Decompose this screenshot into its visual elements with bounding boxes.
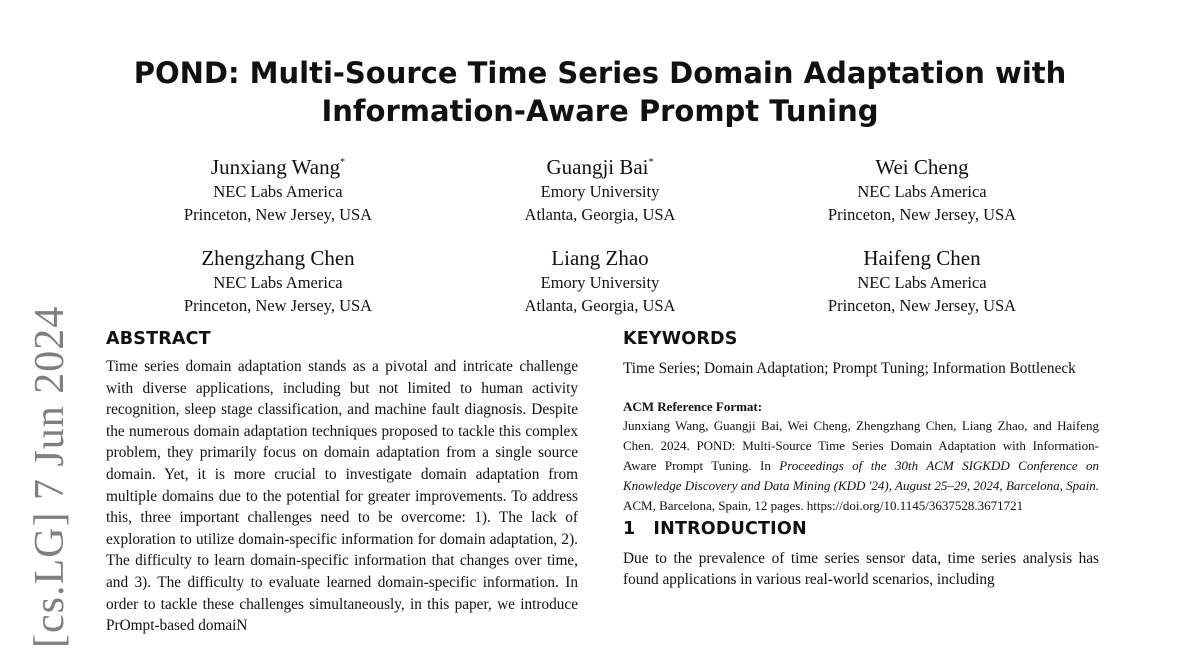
author-location: Atlanta, Georgia, USA xyxy=(524,296,676,315)
author-location: Princeton, New Jersey, USA xyxy=(183,205,373,224)
author-location: Princeton, New Jersey, USA xyxy=(827,296,1017,315)
author-org: NEC Labs America xyxy=(213,182,343,201)
abstract-text: Time series domain adaptation stands as a pivotal and intricate challenge with diverse applications, including but not limited to human activity recognition, sleep stage classification, and machine fault diagnosis. Despite the numerous domain adaptation techniques proposed to tackle this complex problem, they primarily focus on domain adaptation from a single source domain. Yet, it is more crucial to investigate domain adaptation from multiple domains due to the potential for greater improvements. To address this, three important challenges need to be overcome: 1). The lack of exploration to utilize domain-specific information for domain adaptation, 2). The difficulty to learn domain-specific information that changes over time, and 3). The difficulty to evaluate learned domain-specific information. In order to tackle these challenges simultaneously, in this paper, we introduce PrOmpt-based domaiN xyxy=(106,358,578,635)
author-block-2 xyxy=(430,150,770,226)
author-name: Guangji Bai xyxy=(546,155,649,179)
author-name: Wei Cheng xyxy=(875,155,969,179)
equal-contribution-mark: * xyxy=(648,157,654,168)
abstract-heading: ABSTRACT xyxy=(106,329,211,349)
author-org: Emory University xyxy=(540,182,660,201)
introduction-text: Due to the prevalence of time series sensor data, time series analysis has found applications in various real-world scenarios, including xyxy=(623,549,1099,589)
introduction-heading xyxy=(623,516,1099,542)
acm-reference-label: ACM Reference Format: xyxy=(623,398,763,414)
author-location: Princeton, New Jersey, USA xyxy=(827,205,1017,224)
acm-reference-tail: ACM, Barcelona, Spain, 12 pages. https://doi.org/10.1145/3637528.3671721 xyxy=(623,497,1024,513)
author-location: Princeton, New Jersey, USA xyxy=(183,296,373,315)
author-name: Haifeng Chen xyxy=(863,246,981,270)
author-org: NEC Labs America xyxy=(213,273,343,292)
paper-title-line-1: POND: Multi-Source Time Series Domain Adaptation with xyxy=(133,56,1067,90)
author-org: NEC Labs America xyxy=(857,273,987,292)
author-block-3 xyxy=(752,150,1092,226)
paper-title xyxy=(100,54,1100,130)
left-column xyxy=(106,326,578,637)
author-location: Atlanta, Georgia, USA xyxy=(524,205,676,224)
equal-contribution-mark: * xyxy=(340,157,346,168)
author-name: Zhengzhang Chen xyxy=(201,246,355,270)
author-org: Emory University xyxy=(540,273,660,292)
arxiv-stamp: [cs.LG] 7 Jun 2024 xyxy=(27,305,73,648)
author-block-1 xyxy=(108,150,448,226)
author-block-6 xyxy=(752,241,1092,317)
section-number: 1 xyxy=(623,518,636,539)
acm-reference-text xyxy=(623,416,1099,516)
author-org: NEC Labs America xyxy=(857,182,987,201)
author-block-5 xyxy=(430,241,770,317)
section-title: INTRODUCTION xyxy=(653,518,807,539)
keywords-heading: KEYWORDS xyxy=(623,329,738,349)
author-name: Junxiang Wang xyxy=(210,155,341,179)
author-block-4 xyxy=(108,241,448,317)
paper-title-line-2: Information-Aware Prompt Tuning xyxy=(321,94,879,128)
author-name: Liang Zhao xyxy=(551,246,649,270)
acm-reference-venue: Proceedings of the 30th ACM SIGKDD Conference on Knowledge Discovery and Data Mining (KDD '24), August 25–29, 2024, Barcelona, Spain. xyxy=(623,457,1099,493)
right-column xyxy=(623,326,1099,591)
keywords-text: Time Series; Domain Adaptation; Prompt Tuning; Information Bottleneck xyxy=(623,360,1076,377)
acm-reference-plain: Junxiang Wang, Guangji Bai, Wei Cheng, Zhengzhang Chen, Liang Zhao, and Haifeng Chen. 2024. POND: Multi-Source Time Series Domain Adaptation with Information-Aware Prompt Tuning. In xyxy=(623,417,1099,473)
